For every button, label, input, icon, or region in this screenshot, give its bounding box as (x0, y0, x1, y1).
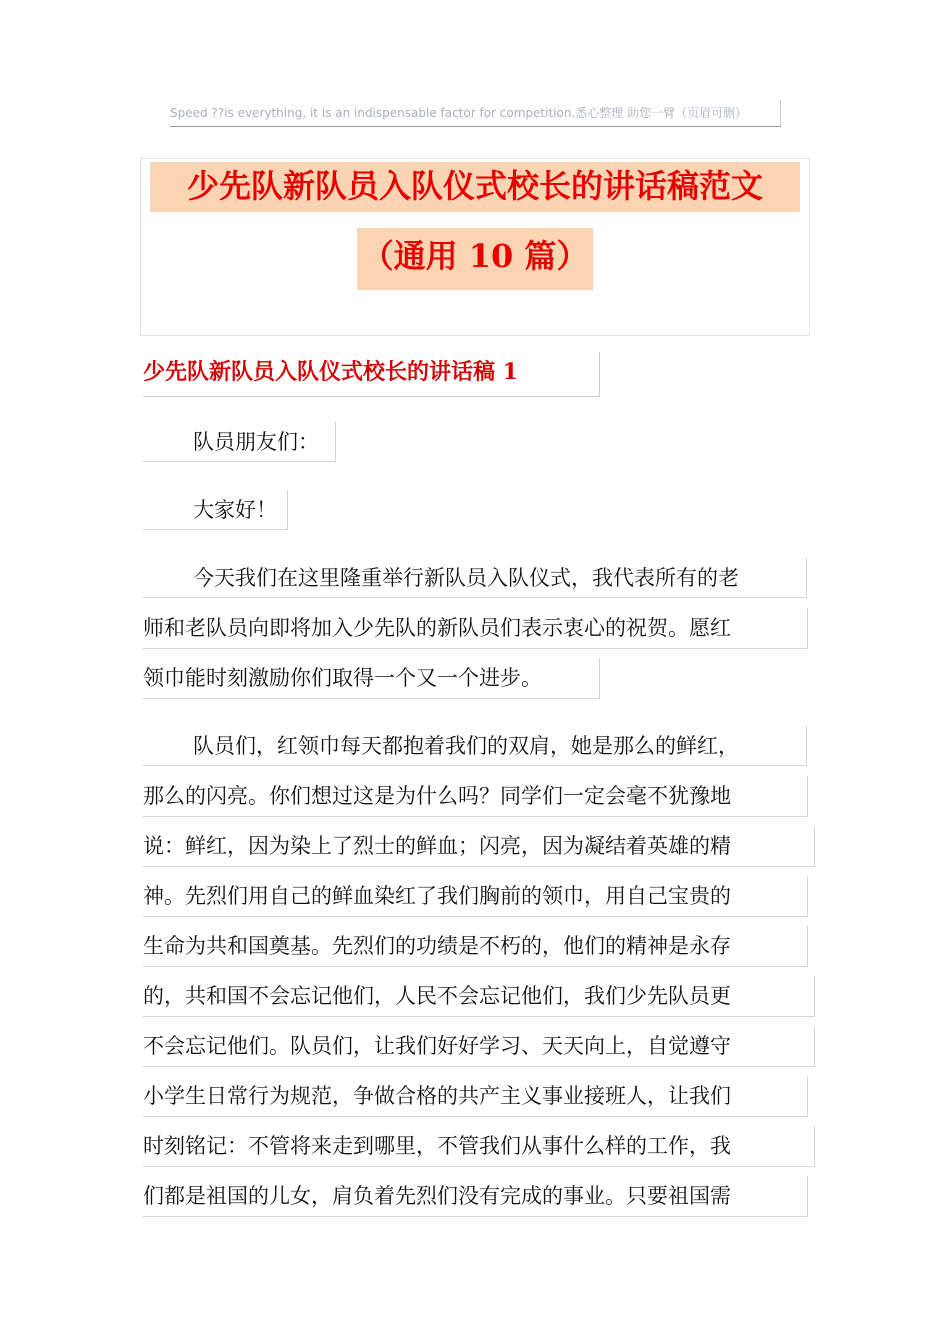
text-line: 大家好！ (143, 490, 288, 530)
document-title-subtitle: （通用 10 篇） (357, 228, 593, 290)
text-line: 那么的闪亮。你们想过这是为什么吗？同学们一定会毫不犹豫地 (143, 776, 808, 817)
text-line: 今天我们在这里隆重举行新队员入队仪式，我代表所有的老 (143, 558, 807, 598)
text-line: 时刻铭记：不管将来走到哪里，不管我们从事什么样的工作，我 (143, 1126, 815, 1167)
text-line: 生命为共和国奠基。先烈们的功绩是不朽的，他们的精神是永存 (143, 926, 808, 967)
text-line: 说：鲜红，因为染上了烈士的鲜血；闪亮，因为凝结着英雄的精 (143, 826, 815, 867)
text-line: 小学生日常行为规范，争做合格的共产主义事业接班人，让我们 (143, 1076, 808, 1117)
page-header: Speed ??is everything, it is an indispensable factor for competition.悉心整理 助您一臂（页眉可删） (170, 100, 781, 127)
text-line: 不会忘记他们。队员们，让我们好好学习、天天向上，自觉遵守 (143, 1026, 815, 1067)
text-line: 领巾能时刻激励你们取得一个又一个进步。 (143, 658, 600, 699)
text-line: 们都是祖国的儿女，肩负着先烈们没有完成的事业。只要祖国需 (143, 1176, 808, 1217)
document-title: 少先队新队员入队仪式校长的讲话稿范文 (150, 162, 800, 212)
text-line: 的，共和国不会忘记他们，人民不会忘记他们，我们少先队员更 (143, 976, 815, 1017)
text-line: 队员朋友们： (143, 422, 336, 462)
text-line: 神。先烈们用自己的鲜血染红了我们胸前的领巾，用自己宝贵的 (143, 876, 808, 917)
section-heading: 少先队新队员入队仪式校长的讲话稿 1 (143, 352, 600, 397)
text-line: 师和老队员向即将加入少先队的新队员们表示衷心的祝贺。愿红 (143, 608, 808, 649)
text-line: 队员们，红领巾每天都抱着我们的双肩，她是那么的鲜红， (143, 726, 807, 766)
